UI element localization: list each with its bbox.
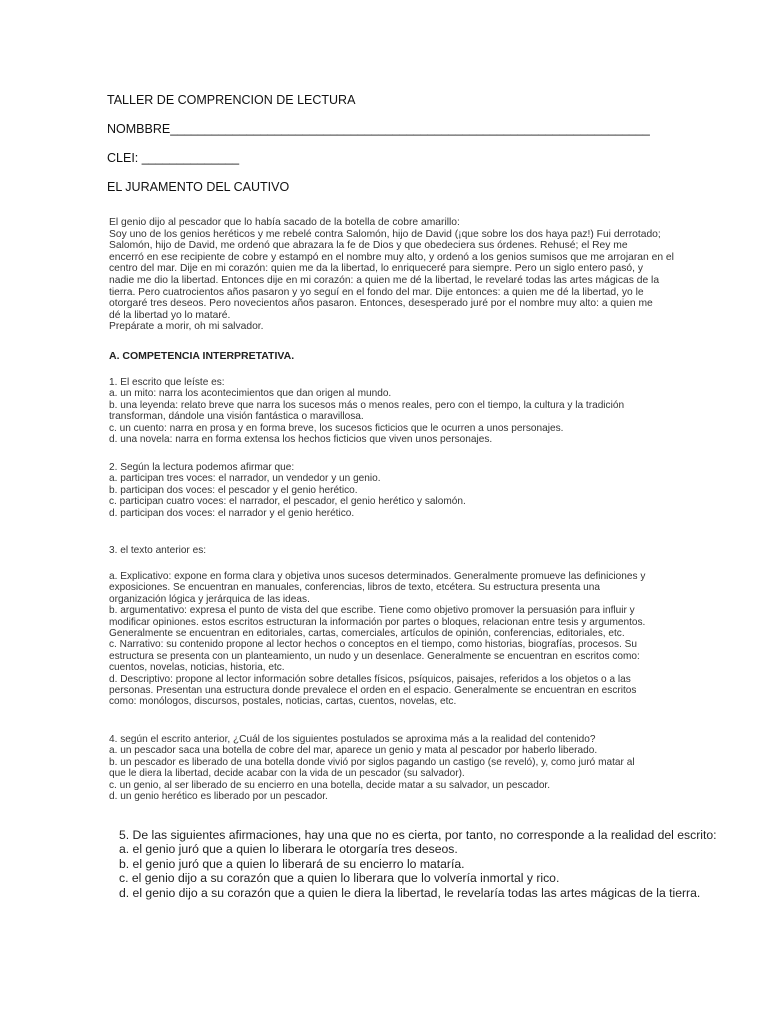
story-line: Salomón, hijo de David, me ordenó que abrazara la fe de Dios y que obedeciera sus órdenes. Rehusé; el Rey me [109,240,628,252]
answer-option: a. Explicativo: expone en forma clara y objetiva unos sucesos determinados. Generalmente promueve las definiciones y [109,571,646,582]
answer-option: d. participan dos voces: el narrador y el genio herético. [109,507,355,519]
story-line: Soy uno de los genios heréticos y me rebelé contra Salomón, hijo de David (¡que sobre los dos haya paz!) Fui derrotado; [109,228,661,240]
story-line: otorgaré tres deseos. Pero novecientos años pasaron. Entonces, desesperado juré por el nombre muy alto: a quien me [109,298,653,310]
answer-option: exposiciones. Se encuentran en manuales, conferencias, libros de texto, etcétera. Su estructura presenta una [109,582,600,594]
question-1 [109,377,719,445]
question-5 [119,828,739,900]
answer-option: a. el genio juró que a quien lo liberara le otorgaría tres deseos. [119,842,458,857]
question-3-prompt: 3. el texto anterior es: [109,545,207,556]
answer-option: cuentos, novelas, noticias, historia, etc. [109,662,285,674]
question-prompt: 1. El escrito que leíste es: [109,377,225,388]
answer-option: d. una novela: narra en forma extensa los hechos ficticios que viven unos personajes. [109,434,493,446]
story-line: dé la libertad yo lo mataré. [109,309,231,321]
story-line: Prepárate a morir, oh mi salvador. [109,321,264,333]
question-4 [109,734,719,802]
answer-option: c. Narrativo: su contenido propone al lector hechos o conceptos en el tiempo, como historias, biografías, procesos. Su [109,639,637,651]
question-3 [109,571,719,708]
answer-option: a. un mito: narra los acontecimientos que dan origen al mundo. [109,388,392,400]
answer-option: organización lógica y jerárquica de las ideas. [109,593,310,605]
answer-option: c. el genio dijo a su corazón que a quien lo liberara que lo volvería inmortal y rico. [119,871,560,886]
answer-option: b. participan dos voces: el pescador y el genio herético. [109,484,358,496]
question-prompt: 4. según el escrito anterior, ¿Cuál de los siguientes postulados se aproxima más a la realidad del contenido? [109,734,596,745]
story-text [109,217,719,333]
answer-option: como: monólogos, discursos, postales, noticias, cartas, cuentos, novelas, etc. [109,696,457,708]
answer-option: Generalmente se encuentran en editoriales, cartas, comerciales, artículos de opinión, conferencias, editoriales, etc. [109,628,625,640]
answer-option: d. un genio herético es liberado por un pescador. [109,791,328,803]
clei-field-line: CLEI: ______________ [107,151,240,165]
section-heading: A. COMPETENCIA INTERPRETATIVA. [109,350,295,362]
story-title: EL JURAMENTO DEL CAUTIVO [107,180,290,194]
answer-option: b. el genio juró que a quien lo liberará de su encierro lo mataría. [119,856,465,871]
story-line: El genio dijo al pescador que lo había sacado de la botella de cobre amarillo: [109,217,460,228]
story-line: encerró en ese recipiente de cobre y estampó en el nombre muy alto, y ordenó a los genios sumisos que me arrojaran en el [109,251,674,263]
worksheet-title: TALLER DE COMPRENCION DE LECTURA [107,93,356,107]
question-2 [109,462,719,519]
answer-option: que le diera la libertad, decide acabar con la vida de un pescador (su salvador). [109,768,465,780]
question-prompt: 5. De las siguientes afirmaciones, hay una que no es cierta, por tanto, no corresponde a la realidad del escrito: [119,828,717,842]
name-field-line: NOMBBRE_____________________________________________________________________ [107,122,650,136]
story-line: tierra. Pero cuatrocientos años pasaron y yo seguí en el fondo del mar. Dije entonces: a quien me dé la libertad, yo le [109,286,644,298]
answer-option: b. argumentativo: expresa el punto de vista del que escribe. Tiene como objetivo promover la persuasión para influir y [109,605,635,617]
answer-option: transforman, dándole una visión fantástica o maravillosa. [109,411,364,423]
question-prompt: 2. Según la lectura podemos afirmar que: [109,462,295,473]
answer-option: d. Descriptivo: propone al lector información sobre detalles físicos, psíquicos, paisajes, referidos a los objetos o a las [109,673,631,685]
answer-option: c. un cuento: narra en prosa y en forma breve, los sucesos ficticios que le ocurren a unos personajes. [109,422,564,434]
answer-option: b. una leyenda: relato breve que narra los sucesos más o menos reales, pero con el tiempo, la cultura y la tradición [109,399,625,411]
answer-option: c. participan cuatro voces: el narrador, el pescador, el genio herético y salomón. [109,496,466,508]
answer-option: c. un genio, al ser liberado de su encierro en una botella, decide matar a su salvador, un pescador. [109,779,551,791]
story-line: centro del mar. Dije en mi corazón: quien me da la libertad, lo enriqueceré para siempre. Pero un siglo entero pasó, y [109,263,644,275]
answer-option: personas. Presentan una estructura donde prevalece el orden en el espacio. Generalmente se encuentran en escritos [109,685,637,697]
answer-option: estructura se presenta con un planteamiento, un nudo y un desenlace. Generalmente se encuentran en escritos como: [109,650,640,662]
answer-option: d. el genio dijo a su corazón que a quien le diera la libertad, le revelaría todas las artes mágicas de la tierra. [119,885,701,900]
answer-option: a. participan tres voces: el narrador, un vendedor y un genio. [109,473,381,485]
story-line: nadie me dio la libertad. Entonces dije en mi corazón: a quien me dé la libertad, le revelaré todas las artes mágicas de la [109,274,660,286]
answer-option: modificar opiniones. estos escritos estructuran la información por partes o bloques, relacionan entre tesis y argumentos. [109,616,646,628]
answer-option: b. un pescador es liberado de una botella donde vivió por siglos pagando un castigo (se reveló), y, como juró matar al [109,756,635,768]
answer-option: a. un pescador saca una botella de cobre del mar, aparece un genio y mata al pescador por haberlo liberado. [109,745,598,757]
